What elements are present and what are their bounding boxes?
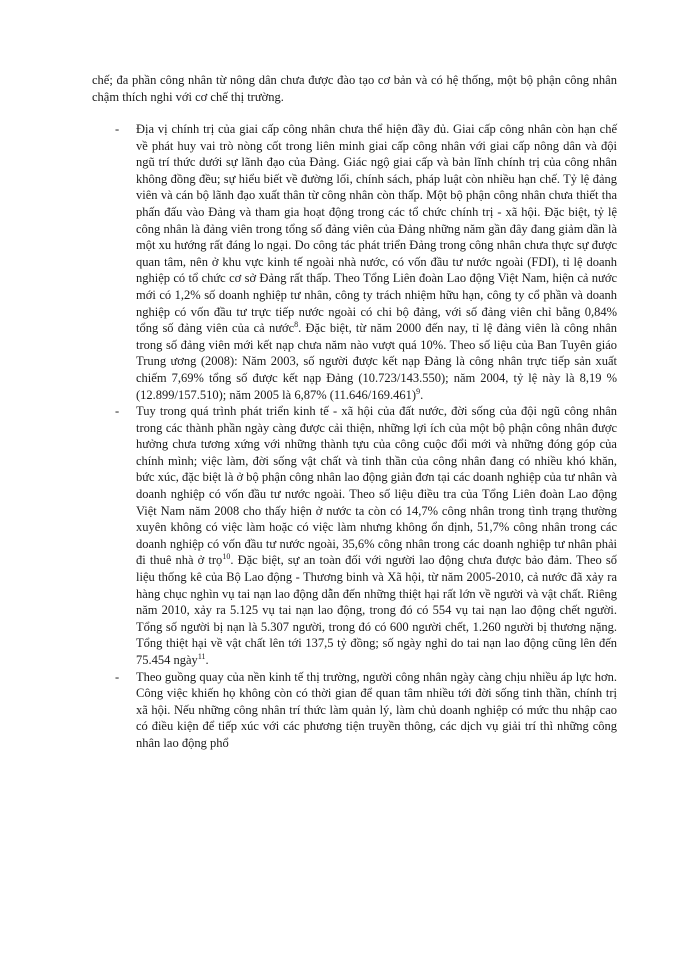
footnote-ref: 9	[416, 386, 421, 396]
bullet-list	[92, 121, 617, 752]
bullet-paragraph-living-conditions: - Tuy trong quá trình phát triển kinh tế - xã hội của đất nước, đời sống của đội ngũ công nhân trong các thành phần ngày càng được cải thiện, những lợi ích của một bộ phận công nhân được hưởng chưa tương xứng với những thành tựu của công cuộc đổi mới và những đóng góp của chính mình; việc làm, đời sống vật chất và tinh thần của công nhân đang có nhiều khó khăn, bức xúc, đặc biệt là ở bộ phận công nhân lao động giản đơn tại các doanh nghiệp của tư nhân và doanh nghiệp có vốn đầu tư nước ngoài. Theo số liệu điều tra của Tổng Liên đoàn Lao động Việt Nam năm 2008 cho thấy hiện ở nước ta còn có 14,7% công nhân trong tình trạng thường xuyên không có việc làm hoặc có việc làm nhưng không ổn định, 51,7% công nhân trong các doanh nghiệp có vốn đầu tư nước ngoài, 35,6% công nhân trong các doanh nghiệp tư nhân phải đi thuê nhà ở trọ$^{10}$. Đặc biệt, sự an toàn đối với người lao động chưa được bảo đảm. Theo số liệu thống kê của Bộ Lao động - Thương binh và Xã hội, từ năm 2005-2010, cả nước đã xảy ra hàng chục nghìn vụ tai nạn lao động dẫn đến những thiệt hại rất lớn về người và vật chất. Riêng năm 2010, xảy ra 5.125 vụ tai nạn lao động, trong đó có 554 vụ tai nạn lao động chết người. Tổng số người bị nạn là 5.307 người, trong đó có 600 người chết, 1.260 người bị thương nặng. Tổng thiệt hại về vật chất lên tới 137,5 tỷ đồng; số ngày nghỉ do tai nạn lao động cũng lên đến 75.454 ngày$^{11}$.	[115, 404, 617, 667]
bullet-paragraph-political-status: - Địa vị chính trị của giai cấp công nhân chưa thể hiện đầy đủ. Giai cấp công nhân còn hạn chế về phát huy vai trò nòng cốt trong liên minh giai cấp công nhân với giai cấp nông dân và đội ngũ trí thức dưới sự lãnh đạo của Đảng. Giác ngộ giai cấp và bản lĩnh chính trị của công nhân không đồng đều; sự hiểu biết về đường lối, chính sách, pháp luật còn nhiều hạn chế. Tỷ lệ đảng viên và cán bộ lãnh đạo xuất thân từ công nhân còn thấp. Một bộ phận công nhân chưa thiết tha phấn đấu vào Đảng và tham gia hoạt động trong các tổ chức chính trị - xã hội. Đặc biệt, tỷ lệ công nhân là đảng viên trong tổng số đảng viên của Đảng những năm gần đây đang giảm dần là một xu hướng rất đáng lo ngại. Do công tác phát triển Đảng trong công nhân chưa thực sự được quan tâm, nên ở khu vực kinh tế ngoài nhà nước, có vốn đầu tư nước ngoài (FDI), tỉ lệ doanh nghiệp có tổ chức cơ sở Đảng rất thấp. Theo Tổng Liên đoàn Lao động Việt Nam, hiện cả nước mới có 1,2% số doanh nghiệp tư nhân, công ty trách nhiệm hữu hạn, công ty cổ phần và doanh nghiệp có vốn đầu tư trực tiếp nước ngoài có chi bộ đảng, với số đảng viên chỉ bằng 0,84% tổng số đảng viên của cả nước$^8$. Đặc biệt, từ năm 2000 đến nay, tỉ lệ đảng viên là công nhân trong số đảng viên mới kết nạp chưa năm nào vượt quá 10%. Theo số liệu của Ban Tuyên giáo Trung ương (2008): Năm 2003, số người được kết nạp Đảng là công nhân trực tiếp sản xuất chiếm 7,69% tổng số được kết nạp Đảng (10.723/143.550); năm 2004, tỷ lệ này là 8,19 % (12.899/157.510); năm 2005 là 6,87% $(11.646/169.461)^9$.	[115, 122, 617, 402]
bullet-marker: -	[115, 669, 120, 684]
footnote-ref: 11	[197, 651, 206, 661]
footnote-ref: 10	[222, 552, 231, 562]
bullet-paragraph-market-pressure: - Theo guồng quay của nền kinh tế thị trường, người công nhân ngày càng chịu nhiều áp lực hơn. Công việc khiến họ không còn có thời gian để quan tâm nhiều tới đời sống tinh thần, chính trị xã hội. Nếu những công nhân trí thức làm quản lý, làm chủ doanh nghiệp có mức thu nhập cao có điều kiện để tiếp xúc với các phương tiện truyền thông, các dịch vụ giải trí thì những công nhân lao động phổ	[115, 669, 617, 750]
bullet-marker: -	[115, 122, 120, 136]
footnote-ref: 8	[294, 319, 299, 329]
intro-paragraph: chế; đa phần công nhân từ nông dân chưa được đào tạo cơ bản và có hệ thống, một bộ phận công nhân chậm thích nghi với cơ chế thị trường.	[92, 73, 617, 104]
bullet-marker: -	[115, 404, 120, 419]
